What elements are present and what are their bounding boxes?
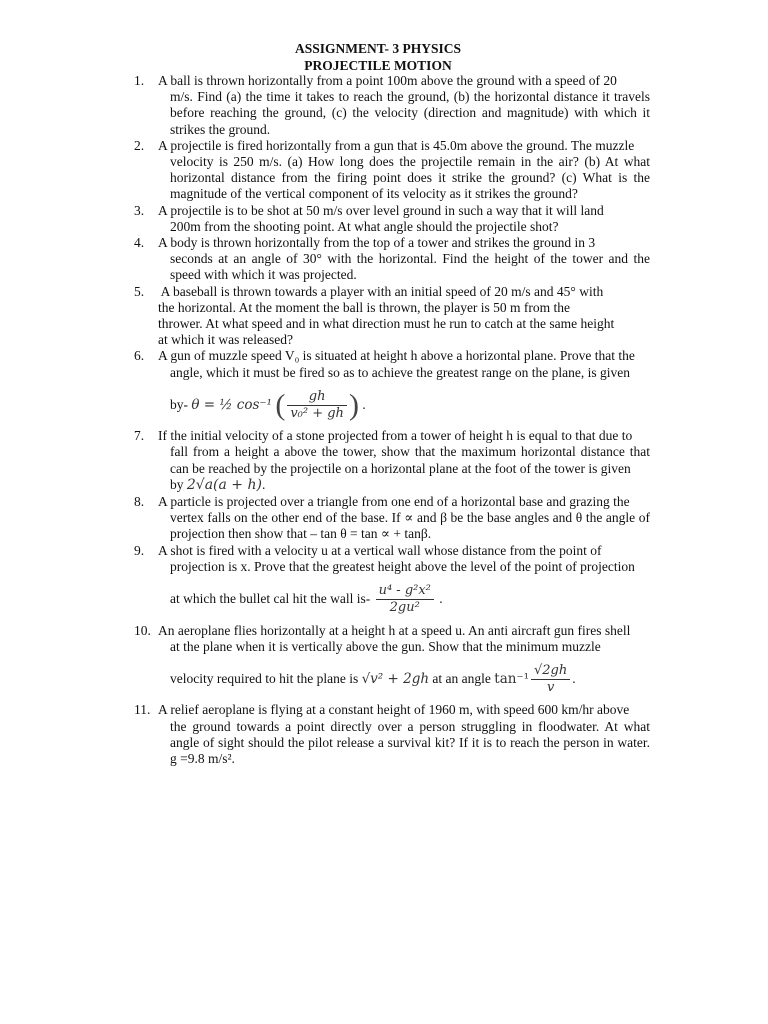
equation-mid-text: at an angle [432,670,491,686]
question-number: 11. [134,702,151,718]
equation-fraction [531,663,570,696]
equation-line: velocity required to hit the plane is √v² + 2gh at an angle tan⁻¹ $\frac{√2gh}{v}$ . [170,662,576,696]
fraction-numerator: gh [287,389,347,406]
equation-fraction [287,389,347,422]
fraction-numerator: u⁴ - g²x² [376,583,434,600]
question-text-cont: fall from a height a above the tower, show that the maximum horizontal distance that can be reached by the projectile on a horizontal plane at the foot of the tower is given by 2√a(a + h). [170,444,650,493]
question-text-lead: A projectile is to be shot at 50 m/s over level ground in such a way that it will land [158,202,604,218]
question-text-line: at which it was released? [158,332,293,348]
question-text-cont: angle, which it must be fired so as to achieve the greatest range on the plane, is given [170,364,630,380]
question-text-body: fall from a height a above the tower, show that the maximum horizontal distance that can be reached by the projectile on a horizontal plane at the foot of the tower is given [170,444,650,476]
question-text-lead: A particle is projected over a triangle from one end of a horizontal base and grazing the [158,494,630,510]
question-number: 2. [134,137,145,153]
equation-line: at which the bullet cal hit the wall is- $\frac{\text{u⁴ - g²x²}}{\text{2gu²}}$ . [170,583,443,616]
equation-fraction [376,583,434,616]
question-9 [134,543,650,617]
equation-prefix: at which the bullet cal hit the wall is- [170,590,371,606]
question-number: 3. [134,202,145,218]
equation-prefix: by [170,476,184,492]
question-11 [134,702,650,767]
question-text-cont: vertex falls on the other end of the base. If ∝ and β be the base angles and θ the angle of projection then show that – tan θ = tan ∝ + tanβ. [170,510,650,542]
question-number: 6. [134,348,145,364]
question-3 [134,203,650,235]
fraction-numerator: √2gh [531,663,570,680]
fraction-denominator: 2gu² [389,600,420,616]
question-text-cont: at the plane when it is vertically above the gun. Show that the minimum muzzle [170,638,601,654]
fraction-denominator: v [546,680,555,696]
assignment-subtitle: PROJECTILE MOTION [304,58,452,73]
question-text-lead: If the initial velocity of a stone projected from a tower of height h is equal to that due to [158,428,633,444]
question-10 [134,623,650,697]
question-number: 4. [134,235,145,251]
question-1 [134,73,650,138]
question-text-cont: the ground towards a point directly over a person struggling in floodwater. At what angle of sight should the pilot release a survival kit? If it is to reach the person in water. g =9.8 m/s². [170,718,650,766]
equation-line: by- θ = ½ cos⁻¹ ( $\frac{gh}{\text{v₀² + gh}}$ ) . [170,388,366,422]
question-text-cont: velocity is 250 m/s. (a) How long does the projectile remain in the air? (b) At what horizontal distance from the firing point does it strike the ground? (c) What is the magnitude of the vertical component of its velocity as it strikes the ground? [170,154,650,202]
question-number: 9. [134,542,145,558]
question-list [134,73,650,767]
question-7 [134,428,650,493]
fraction-denominator: v₀² + gh [290,406,344,422]
question-4 [134,235,650,284]
question-number: 7. [134,428,145,444]
question-text-lead: An aeroplane flies horizontally at a height h at a speed u. An anti aircraft gun fires shell [158,622,631,638]
question-6 [134,348,650,422]
paren-close: ) [348,388,359,422]
equation-prefix: velocity required to hit the plane is [170,670,359,686]
paren-open: ( [275,388,286,422]
equation-prefix: by- [170,396,188,412]
question-text-cont: 200m from the shooting point. At what angle should the projectile shot? [170,218,559,234]
question-text-lead: A projectile is fired horizontally from a gun that is 45.0m above the ground. The muzzle [158,137,635,153]
question-text-lead: A body is thrown horizontally from the top of a tower and strikes the ground in 3 [158,235,596,251]
question-number: 5. [134,283,145,299]
equation-arctan: tan⁻¹ [494,670,529,687]
question-text-lead: A ball is thrown horizontally from a point 100m above the ground with a speed of 20 [158,73,617,88]
question-number: 8. [134,494,145,510]
equation: 2√a(a + h) [186,476,262,493]
question-text-lead: A gun of muzzle speed V₀ is situated at height h above a horizontal plane. Prove that the [158,348,635,364]
question-8 [134,494,650,543]
equation-velocity: √v² + 2gh [361,670,430,687]
question-text-lead: A baseball is thrown towards a player with an initial speed of 20 m/s and 45° with [158,283,604,299]
assignment-title: ASSIGNMENT- 3 PHYSICS [294,41,462,56]
question-number: 10. [134,622,151,638]
question-number: 1. [134,73,145,88]
question-text-line: thrower. At what speed and in what direction must he run to catch at the same height [158,316,615,332]
question-text-cont: seconds at an angle of 30° with the horizontal. Find the height of the tower and the speed with which it was projected. [170,251,650,283]
question-text-lead: A relief aeroplane is flying at a constant height of 1960 m, with speed 600 km/hr above [158,702,630,718]
question-text-lead: A shot is fired with a velocity u at a vertical wall whose distance from the point of [158,542,602,558]
question-text-line: the horizontal. At the moment the ball is thrown, the player is 50 m from the [158,299,571,315]
question-text-cont: projection is x. Prove that the greatest height above the level of the point of projection [170,558,635,574]
question-5 [134,284,650,349]
question-text-cont: m/s. Find (a) the time it takes to reach the ground, (b) the horizontal distance it travels before reaching the ground, (c) the velocity (direction and magnitude) with which it strikes the ground. [170,89,650,137]
question-2 [134,138,650,203]
equation-lhs: θ = ½ cos⁻¹ [191,396,272,413]
